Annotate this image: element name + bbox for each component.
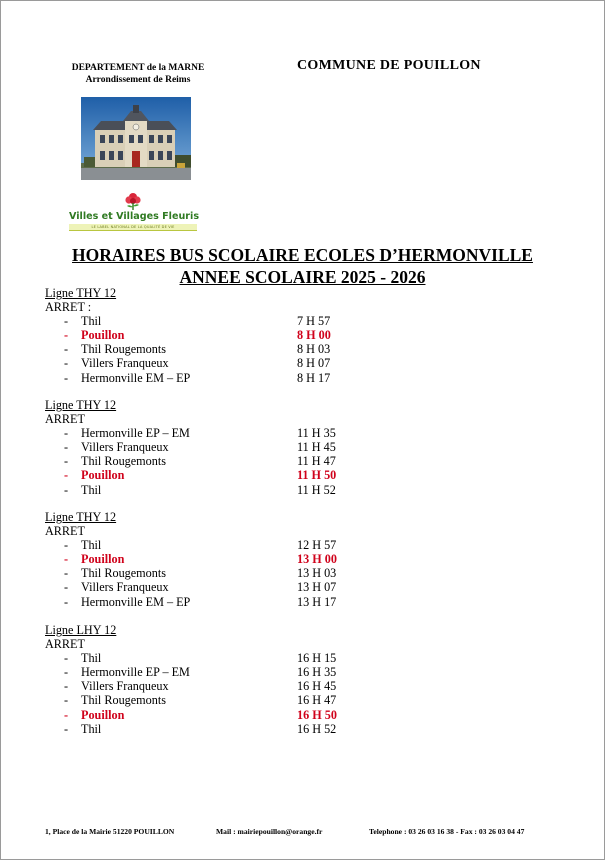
arret-label: ARRET	[45, 524, 85, 539]
stop-time: 16 H 35	[297, 665, 337, 680]
bullet-dash: -	[64, 342, 69, 357]
stop-row	[45, 356, 445, 370]
stop-name: Hermonville EM – EP	[81, 370, 191, 385]
stop-time: 11 H 50	[297, 468, 337, 483]
bullet-dash: -	[64, 580, 69, 595]
town-hall-photo	[81, 97, 191, 180]
bullet-dash: -	[64, 721, 69, 736]
stop-name: Villers Franqueux	[81, 580, 169, 595]
stop-time: 8 H 03	[297, 342, 331, 357]
commune-title: COMMUNE DE POUILLON	[297, 58, 481, 73]
stop-time: 8 H 17	[297, 370, 331, 385]
stop-row	[45, 342, 445, 356]
logo-tagline: LE LABEL NATIONAL DE LA QUALITÉ DE VIE	[91, 225, 175, 229]
stop-row	[45, 679, 445, 693]
stop-row	[45, 314, 445, 328]
stop-row	[45, 595, 445, 609]
stop-time: 11 H 45	[297, 440, 336, 455]
stop-row	[45, 651, 445, 665]
line-label: Ligne THY 12	[45, 510, 117, 524]
stop-row	[45, 665, 445, 679]
bullet-dash: -	[64, 356, 69, 371]
stop-row-pouillon	[45, 552, 445, 566]
stop-time: 13 H 00	[297, 552, 337, 567]
bullet-dash: -	[64, 665, 69, 680]
bullet-dash: -	[64, 651, 69, 666]
stop-name: Hermonville EP – EM	[81, 426, 190, 441]
line-label: Ligne LHY 12	[45, 623, 117, 637]
footer-mail: Mail : mairiepouillon@orange.fr	[216, 827, 323, 836]
stop-row	[45, 566, 445, 580]
villes-villages-fleuris-logo	[69, 191, 200, 235]
stop-row-pouillon	[45, 468, 445, 482]
bullet-dash: -	[64, 693, 69, 708]
footer-phone: Telephone : 03 26 03 16 38 - Fax : 03 26 03 04 47	[369, 827, 525, 836]
bullet-dash: -	[64, 552, 69, 567]
bullet-dash: -	[64, 314, 69, 329]
stop-name: Villers Franqueux	[81, 356, 169, 371]
stop-name: Hermonville EM – EP	[81, 594, 191, 609]
stop-time: 8 H 07	[297, 356, 331, 371]
stop-name: Thil	[81, 721, 102, 736]
stop-name: Thil Rougemonts	[81, 342, 166, 357]
stop-row-pouillon	[45, 328, 445, 342]
arret-label: ARRET	[45, 637, 85, 652]
schedule-section-1	[45, 286, 445, 385]
arret-label: ARRET :	[45, 300, 92, 315]
stop-name: Pouillon	[81, 468, 125, 483]
stop-row	[45, 722, 445, 736]
schedule-section-2	[45, 398, 445, 497]
bullet-dash: -	[64, 454, 69, 469]
bullet-dash: -	[64, 426, 69, 441]
stop-name: Pouillon	[81, 328, 125, 343]
bullet-dash: -	[64, 566, 69, 581]
stop-time: 13 H 07	[297, 580, 337, 595]
stop-row	[45, 693, 445, 707]
bullet-dash: -	[64, 679, 69, 694]
document-title: HORAIRES BUS SCOLAIRE ECOLES D’HERMONVILLE	[72, 245, 533, 265]
stop-row-pouillon	[45, 708, 445, 722]
schedule-section-3	[45, 510, 445, 609]
stop-row	[45, 426, 445, 440]
stop-row	[45, 580, 445, 594]
department-header	[67, 62, 209, 86]
stop-row	[45, 440, 445, 454]
stop-name: Thil	[81, 538, 102, 553]
stop-row	[45, 371, 445, 385]
line-label: Ligne THY 12	[45, 286, 117, 300]
stop-time: 7 H 57	[297, 314, 331, 329]
flower-icon	[123, 191, 143, 211]
stop-name: Pouillon	[81, 552, 125, 567]
stop-row	[45, 483, 445, 497]
bullet-dash: -	[64, 482, 69, 497]
stop-name: Thil	[81, 482, 102, 497]
stop-row	[45, 454, 445, 468]
stop-time: 12 H 57	[297, 538, 337, 553]
logo-tagline-band	[69, 224, 197, 231]
stop-name: Villers Franqueux	[81, 440, 169, 455]
bullet-dash: -	[64, 468, 69, 483]
footer-address: 1, Place de la Mairie 51220 POUILLON	[45, 827, 175, 836]
stop-time: 11 H 35	[297, 426, 336, 441]
schedule-section-4	[45, 623, 445, 736]
arret-label: ARRET	[45, 412, 85, 427]
stop-time: 13 H 03	[297, 566, 337, 581]
stop-name: Villers Franqueux	[81, 679, 169, 694]
bullet-dash: -	[64, 707, 69, 722]
bullet-dash: -	[64, 370, 69, 385]
stop-time: 13 H 17	[297, 594, 337, 609]
stop-name: Thil	[81, 651, 102, 666]
bullet-dash: -	[64, 440, 69, 455]
stop-time: 16 H 45	[297, 679, 337, 694]
line-label: Ligne THY 12	[45, 398, 117, 412]
document-subtitle: ANNEE SCOLAIRE 2025 - 2026	[179, 267, 426, 287]
stop-row	[45, 538, 445, 552]
stop-name: Pouillon	[81, 707, 125, 722]
arrondissement-name: Arrondissement de Reims	[85, 75, 191, 85]
stop-time: 16 H 15	[297, 651, 337, 666]
stop-time: 8 H 00	[297, 328, 331, 343]
stop-name: Thil Rougemonts	[81, 693, 166, 708]
stop-time: 16 H 52	[297, 721, 337, 736]
bullet-dash: -	[64, 538, 69, 553]
stop-time: 11 H 52	[297, 482, 336, 497]
stop-name: Hermonville EP – EM	[81, 665, 190, 680]
stop-time: 11 H 47	[297, 454, 336, 469]
stop-name: Thil Rougemonts	[81, 566, 166, 581]
stop-time: 16 H 47	[297, 693, 337, 708]
stop-time: 16 H 50	[297, 707, 337, 722]
logo-wordmark: Villes et Villages Fleuris	[69, 211, 200, 222]
bullet-dash: -	[64, 328, 69, 343]
department-name: DEPARTEMENT de la MARNE	[71, 63, 205, 73]
stop-name: Thil Rougemonts	[81, 454, 166, 469]
stop-name: Thil	[81, 314, 102, 329]
bullet-dash: -	[64, 594, 69, 609]
